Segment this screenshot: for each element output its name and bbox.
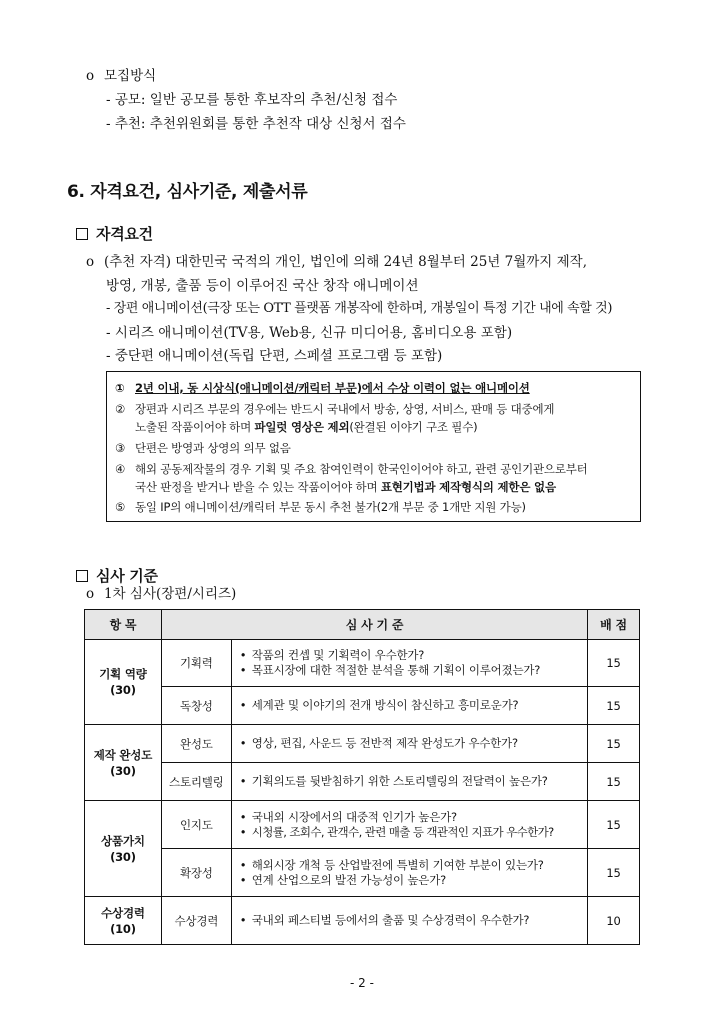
criteria-cell <box>231 687 587 725</box>
subcategory-cell: 독창성 <box>161 687 231 725</box>
score-cell: 15 <box>588 640 640 687</box>
condition-2-cont <box>135 420 477 435</box>
score-cell: 10 <box>588 897 640 945</box>
subcategory-cell: 스토리텔링 <box>161 763 231 801</box>
condition-emphasis: 파일럿 영상은 제외 <box>254 420 350 434</box>
eligibility-main-line <box>86 253 587 271</box>
category-name: 제작 완성도 <box>93 747 153 762</box>
eligibility-item: - 중단편 애니메이션(독립 단편, 스페셜 프로그램 등 포함) <box>106 348 443 364</box>
subcategory-cell: 기획력 <box>161 640 231 687</box>
category-points: (30) <box>110 763 136 778</box>
condition-text: 국산 판정을 받거나 받을 수 있는 작품이어야 하며 <box>135 480 381 494</box>
header-criteria: 심 사 기 준 <box>161 610 587 640</box>
condition-4-cont <box>135 480 556 495</box>
category-name: 기획 역량 <box>99 667 147 681</box>
table-header-row <box>85 610 640 640</box>
condition-number: ④ <box>115 462 126 476</box>
criteria-line: • 세계관 및 이야기의 전개 방식이 참신하고 흥미로운가? <box>239 698 519 712</box>
conditions-box <box>106 371 641 522</box>
condition-5 <box>115 500 526 515</box>
table-row <box>85 801 640 849</box>
category-points: (30) <box>110 849 136 864</box>
score-cell: 15 <box>588 763 640 801</box>
category-cell <box>85 725 162 801</box>
criteria-line: • 국내외 시장에서의 대중적 인기가 높은가? <box>239 809 457 824</box>
eligibility-item: - 시리즈 애니메이션(TV용, Web용, 신규 미디어용, 홈비디오용 포함) <box>106 325 513 341</box>
eligibility-heading: 자격요건 <box>96 225 153 243</box>
condition-3 <box>115 441 291 456</box>
condition-emphasis: 표현기법과 제작형식의 제한은 없음 <box>380 480 556 494</box>
criteria-cell <box>231 763 587 801</box>
criteria-line: • 영상, 편집, 사운드 등 전반적 제작 완성도가 우수한가? <box>239 736 518 750</box>
recruit-item: - 공모: 일반 공모를 통한 후보작의 추천/신청 접수 <box>106 92 398 108</box>
criteria-cell <box>231 725 587 763</box>
category-cell <box>85 640 162 725</box>
header-score: 배 점 <box>588 610 640 640</box>
recruit-title-line <box>86 67 156 85</box>
condition-text: 노출된 작품이어야 하며 <box>135 420 255 434</box>
criteria-line: • 국내외 페스티벌 등에서의 출품 및 수상경력이 우수한가? <box>239 913 530 927</box>
condition-number: ① <box>115 381 125 395</box>
criteria-line: • 기획의도를 뒷받침하기 위한 스토리텔링의 전달력이 높은가? <box>239 774 548 788</box>
review-round-line <box>86 585 236 603</box>
criteria-table <box>84 609 640 945</box>
category-cell <box>85 897 162 945</box>
condition-number: ② <box>115 402 126 416</box>
score-cell: 15 <box>588 725 640 763</box>
condition-4 <box>115 462 588 477</box>
criteria-cell <box>231 801 587 849</box>
criteria-cell <box>231 897 587 945</box>
subcategory-cell: 확장성 <box>161 849 231 897</box>
page-number: - 2 - <box>350 976 374 990</box>
review-heading-line <box>76 565 158 586</box>
review-heading: 심사 기준 <box>96 567 158 585</box>
table-row <box>85 687 640 725</box>
category-name: 상품가치 <box>101 833 145 848</box>
score-cell: 15 <box>588 849 640 897</box>
table-row <box>85 725 640 763</box>
eligibility-text: (추천 자격) 대한민국 국적의 개인, 법인에 의해 24년 8월부터 25년 7월까지 제작, <box>104 254 588 270</box>
condition-text: 2년 이내, 동 시상식(애니메이션/캐릭터 부문)에서 수상 이력이 없는 애니메이션 <box>135 381 530 395</box>
category-points: (30) <box>110 683 136 697</box>
criteria-line: • 목표시장에 대한 적절한 분석을 통해 기획이 이루어졌는가? <box>239 663 541 677</box>
square-bullet-icon <box>76 228 88 240</box>
category-cell <box>85 801 162 897</box>
condition-text: 장편과 시리즈 부문의 경우에는 반드시 국내에서 방송, 상영, 서비스, 판매 등 대중에게 <box>135 402 555 416</box>
recruit-title: 모집방식 <box>104 68 157 84</box>
table-row <box>85 763 640 801</box>
score-cell: 15 <box>588 801 640 849</box>
table-row <box>85 897 640 945</box>
criteria-cell <box>231 640 587 687</box>
circle-bullet: o <box>86 254 95 270</box>
category-name: 수상경력 <box>101 905 145 920</box>
condition-2 <box>115 402 554 417</box>
review-round: 1차 심사(장편/시리즈) <box>104 586 237 602</box>
condition-text: 단편은 방영과 상영의 의무 없음 <box>135 441 291 455</box>
criteria-line: • 작품의 컨셉 및 기획력이 우수한가? <box>239 648 425 662</box>
subcategory-cell: 인지도 <box>161 801 231 849</box>
section-title: 6. 자격요건, 심사기준, 제출서류 <box>67 182 308 202</box>
eligibility-item: - 장편 애니메이션(극장 또는 OTT 플랫폼 개봉작에 한하며, 개봉일이 특정 기간 내에 속할 것) <box>106 301 613 316</box>
criteria-line: • 해외시장 개척 등 산업발전에 특별히 기여한 부분이 있는가? <box>239 857 544 872</box>
eligibility-heading-line <box>76 223 153 244</box>
criteria-cell <box>231 849 587 897</box>
circle-bullet: o <box>86 586 95 602</box>
recruit-item: - 추천: 추천위원회를 통한 추천작 대상 신청서 접수 <box>106 116 406 132</box>
eligibility-text-cont: 방영, 개봉, 출품 등이 이루어진 국산 창작 애니메이션 <box>106 278 419 294</box>
criteria-line: • 연계 산업으로의 발전 가능성이 높은가? <box>239 872 447 887</box>
subcategory-cell: 완성도 <box>161 725 231 763</box>
criteria-line: • 시청률, 조회수, 관객수, 관련 매출 등 객관적인 지표가 우수한가? <box>239 824 554 839</box>
subcategory-cell: 수상경력 <box>161 897 231 945</box>
condition-number: ③ <box>115 441 126 455</box>
table-row <box>85 849 640 897</box>
condition-text: 해외 공동제작물의 경우 기획 및 주요 참여인력이 한국인이어야 하고, 관련 공인기관으로부터 <box>135 462 588 476</box>
header-item: 항 목 <box>85 610 162 640</box>
condition-text: (완결된 이야기 구조 필수) <box>349 420 478 434</box>
condition-text: 동일 IP의 애니메이션/캐릭터 부문 동시 추천 불가(2개 부문 중 1개만 지원 가능) <box>135 500 526 514</box>
square-bullet-icon <box>76 570 88 582</box>
table-row <box>85 640 640 687</box>
condition-1 <box>115 381 530 396</box>
category-points: (10) <box>110 921 136 936</box>
condition-number: ⑤ <box>115 500 126 514</box>
circle-bullet: o <box>86 68 95 84</box>
score-cell: 15 <box>588 687 640 725</box>
